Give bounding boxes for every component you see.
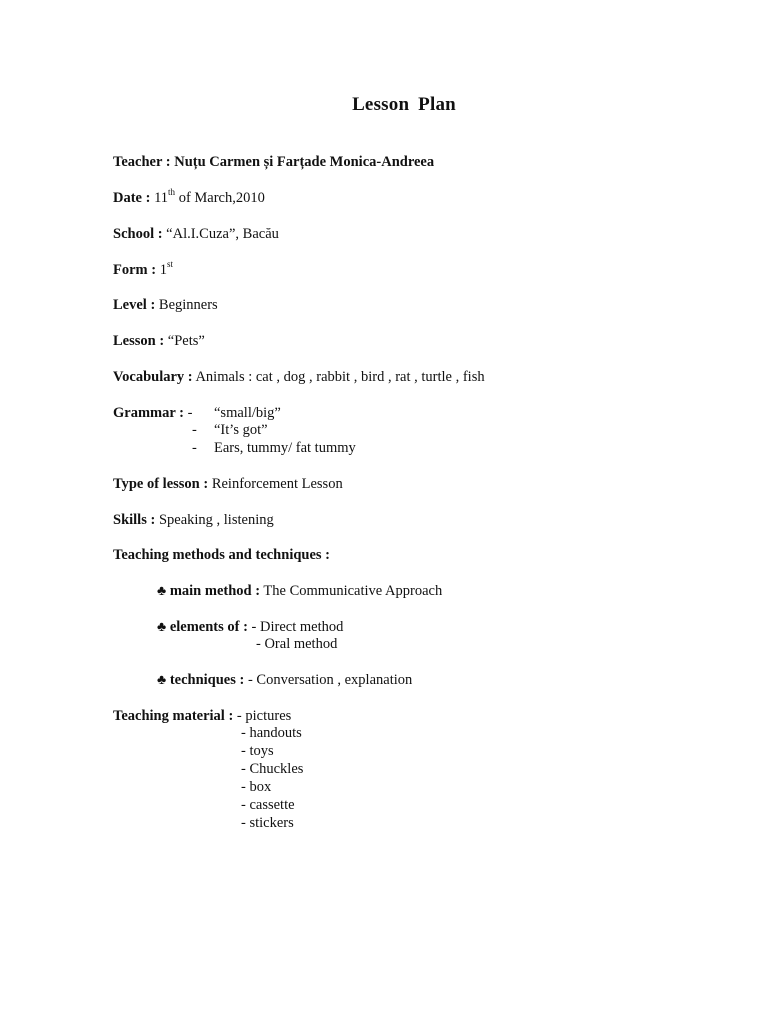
lesson-line (113, 332, 205, 350)
teacher-value: Nuțu Carmen și Farțade Monica-Andreea (174, 154, 435, 170)
teacher-line (113, 153, 434, 171)
school-value: “Al.I.Cuza”, Bacău (166, 226, 279, 242)
vocabulary-value: Animals : cat , dog , rabbit , bird , rat , turtle , fish (195, 369, 485, 385)
level-line (113, 296, 218, 314)
teaching-material-item: - box (241, 779, 272, 795)
grammar-label: Grammar : (113, 405, 184, 421)
date-line (113, 189, 265, 207)
lesson-value: “Pets” (167, 333, 205, 349)
type-of-lesson-value: Reinforcement Lesson (211, 476, 343, 492)
form-line (113, 261, 173, 279)
teacher-label: Teacher : (113, 154, 171, 170)
teaching-material-item: - toys (241, 743, 274, 759)
techniques-label: techniques : (169, 672, 245, 688)
vocabulary-line (113, 368, 485, 386)
elements-of-item: - Oral method (256, 636, 338, 652)
techniques-line (157, 671, 412, 690)
club-bullet-icon: ♣ (157, 620, 167, 635)
type-of-lesson-line (113, 475, 343, 493)
elements-of-label: elements of : (169, 619, 248, 635)
date-label: Date : (113, 190, 151, 206)
grammar-bullet: - (187, 405, 193, 421)
teaching-material-item: - handouts (241, 725, 302, 741)
teaching-material-item: - Chuckles (241, 761, 304, 777)
techniques-value: - Conversation , explanation (247, 672, 413, 688)
teaching-material-label: Teaching material : (113, 708, 234, 724)
lesson-label: Lesson : (113, 333, 165, 349)
form-value: 1 (159, 262, 167, 278)
elements-of-item: - Direct method (251, 619, 344, 635)
grammar-item: “It’s got” (214, 422, 268, 438)
page-title: Lesson Plan (352, 94, 456, 115)
grammar-bullet-2: - (192, 422, 197, 438)
grammar-item: “small/big” (214, 405, 281, 421)
main-method-line (157, 582, 442, 601)
skills-line (113, 511, 274, 529)
school-line (113, 225, 279, 243)
club-bullet-icon: ♣ (157, 673, 167, 688)
level-label: Level : (113, 297, 156, 313)
date-rest: of March,2010 (178, 190, 265, 206)
club-bullet-icon: ♣ (157, 584, 167, 599)
grammar-item: Ears, tummy/ fat tummy (214, 440, 356, 456)
teaching-material-item: - cassette (241, 797, 295, 813)
level-value: Beginners (158, 297, 218, 313)
date-suffix: th (168, 187, 176, 198)
grammar-bullet-3: - (192, 440, 197, 456)
teaching-material-item: - stickers (241, 815, 294, 831)
date-day: 11 (154, 190, 169, 206)
school-label: School : (113, 226, 163, 242)
grammar-line (113, 404, 192, 422)
form-suffix: st (166, 259, 173, 270)
type-of-lesson-label: Type of lesson : (113, 476, 209, 492)
form-label: Form : (113, 262, 157, 278)
teaching-material-item: - pictures (236, 708, 292, 724)
teaching-material-line (113, 707, 291, 725)
skills-value: Speaking , listening (158, 512, 274, 528)
skills-label: Skills : (113, 512, 156, 528)
main-method-value: The Communicative Approach (263, 583, 443, 599)
vocabulary-label: Vocabulary : (113, 369, 193, 385)
teaching-methods-heading: Teaching methods and techniques : (113, 547, 331, 563)
main-method-label: main method : (169, 583, 261, 599)
